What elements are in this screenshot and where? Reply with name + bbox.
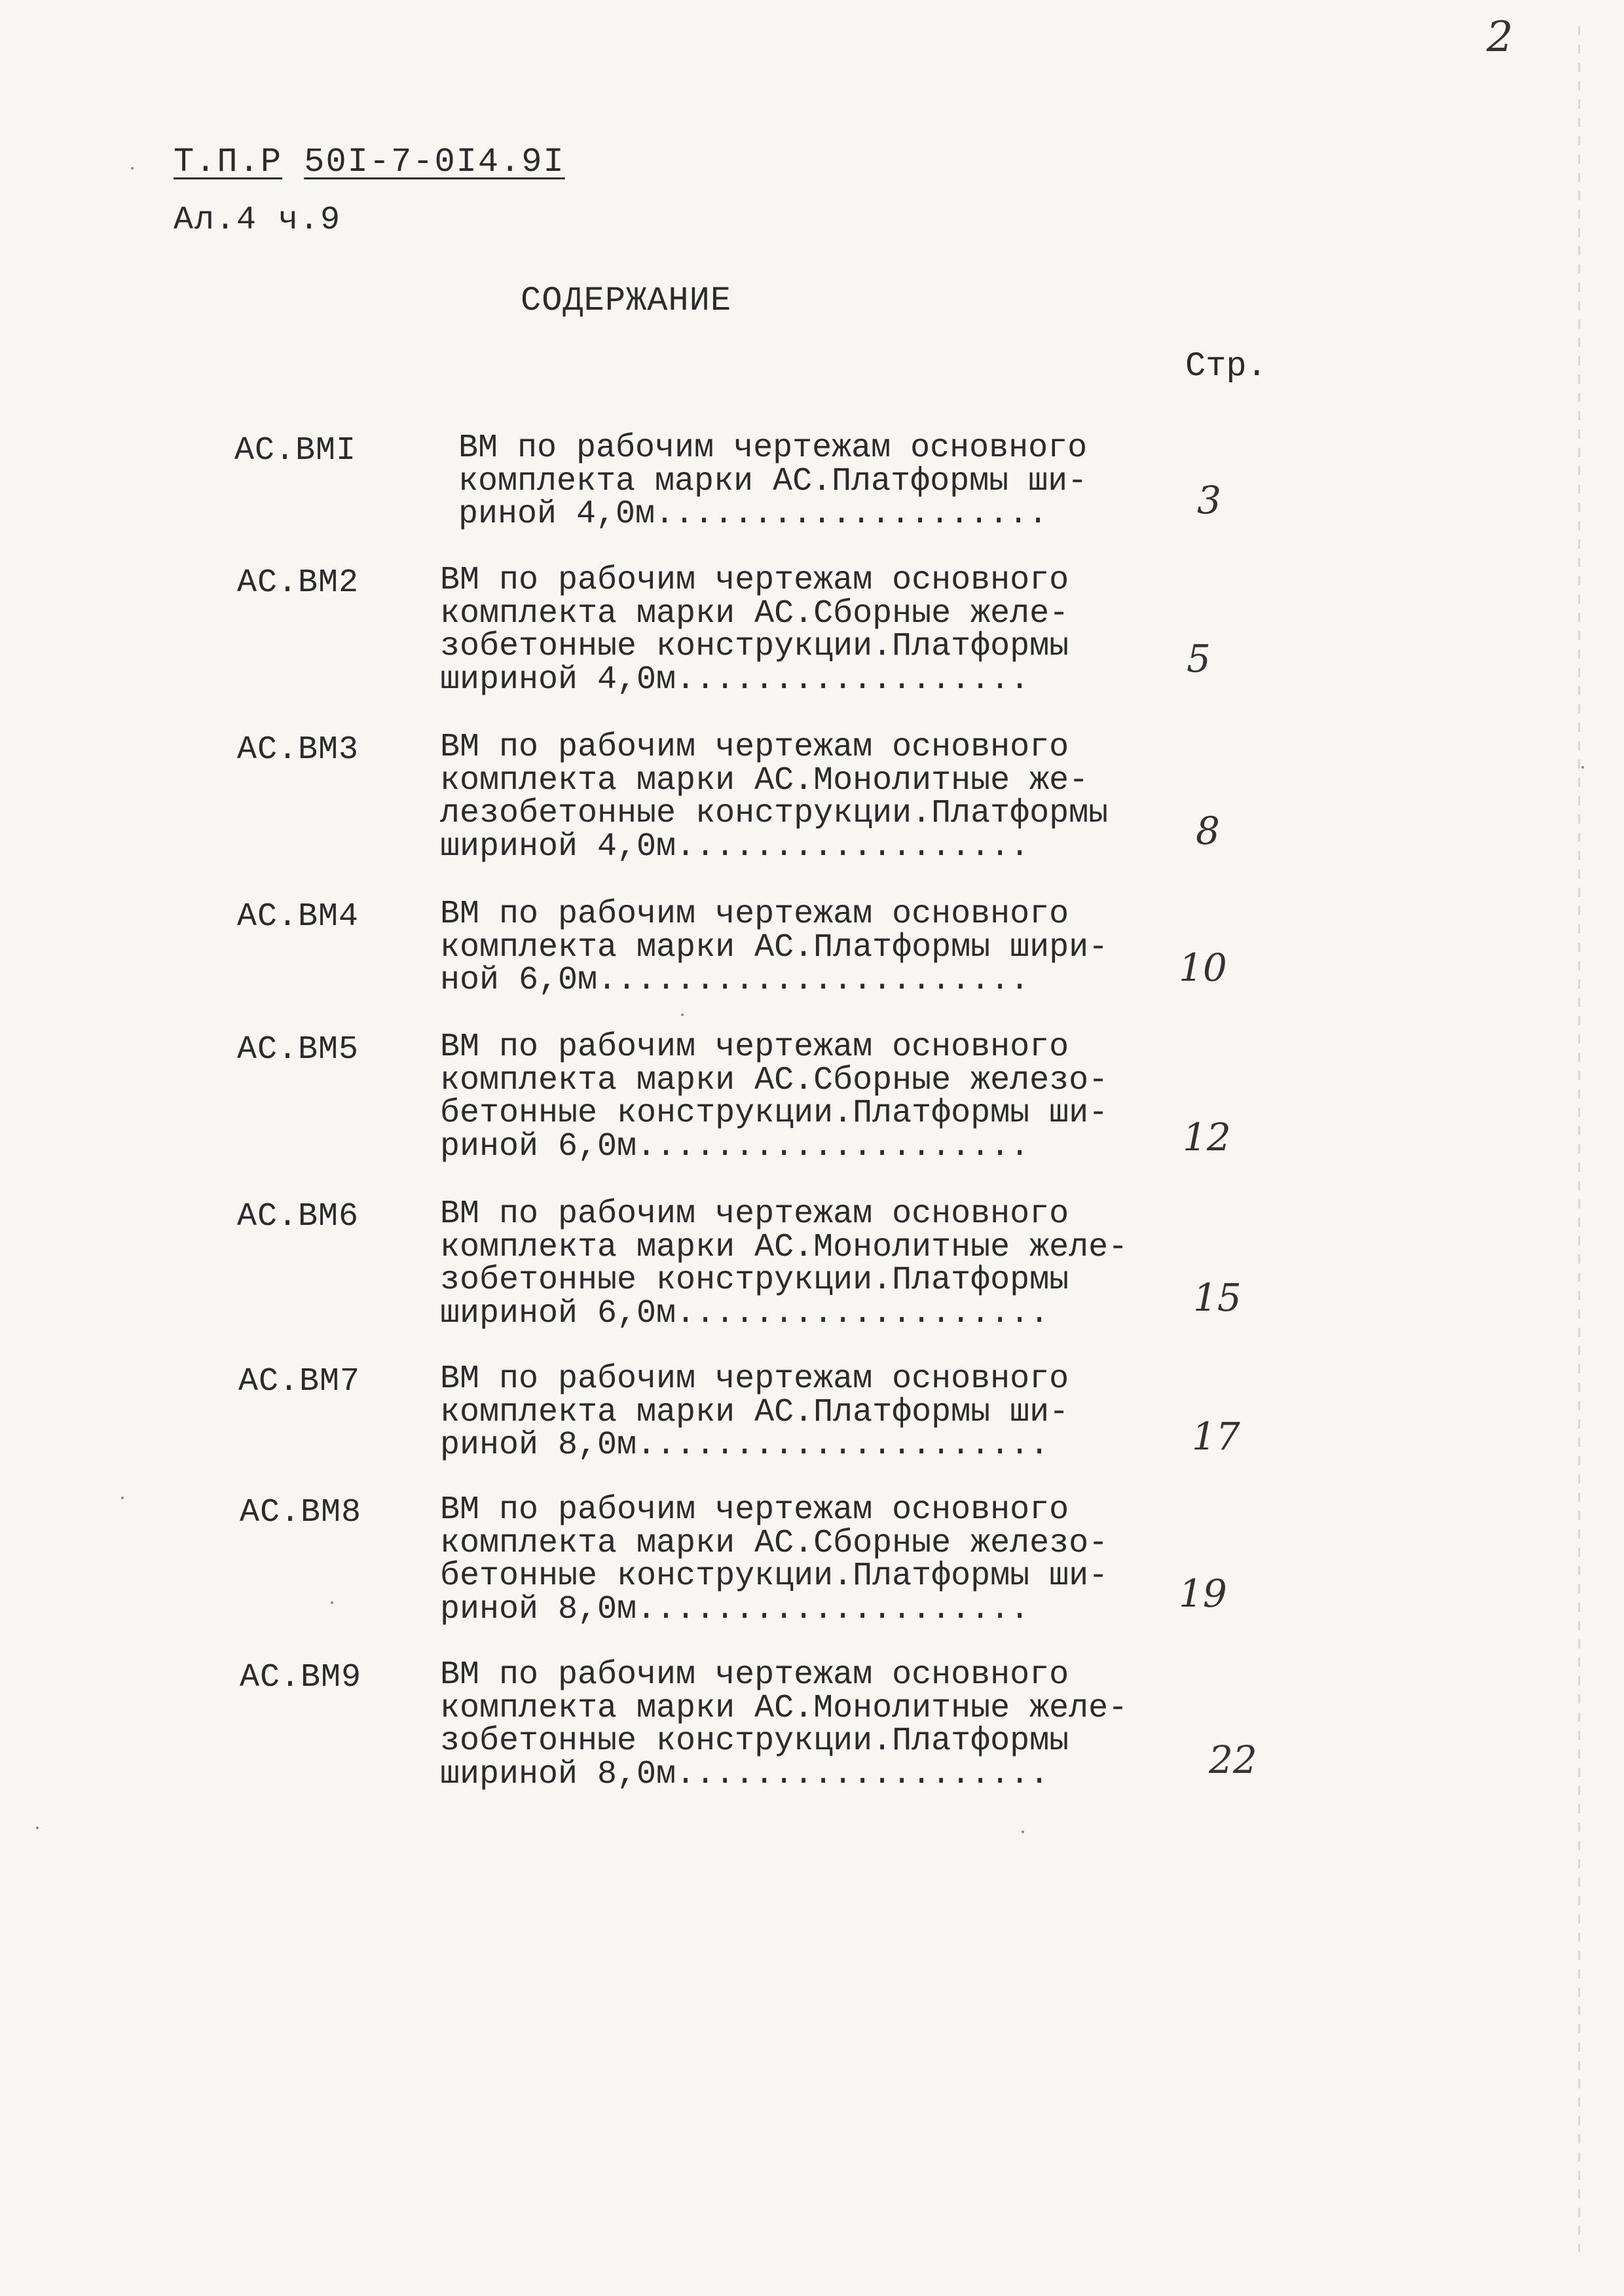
toc-entry-text: ВМ по рабочим чертежам основного комплекта марки АС.Платформы шири- ной 6,0м...................... [440,896,1109,999]
toc-entry-code: АС.ВМ2 [237,564,360,602]
scan-speck [131,167,134,170]
toc-entry-page: 15 [1193,1275,1242,1320]
toc-entry-page: 10 [1179,945,1227,990]
toc-title: СОДЕРЖАНИЕ [521,282,732,320]
toc-entry-text: ВМ по рабочим чертежам основного комплекта марки АС.Платформы ши- риной 4,0м.................... [458,429,1088,533]
toc-entry-code: АС.ВМ6 [237,1198,360,1235]
document-part: Ал.4 ч.9 [174,202,342,239]
toc-entry-text: ВМ по рабочим чертежам основного комплекта марки АС.Монолитные желе- зобетонные конструкции.Платформы шириной 6,0м................... [440,1195,1128,1332]
toc-entry-page: 19 [1179,1571,1227,1616]
document-code [174,143,565,181]
toc-entry-text: ВМ по рабочим чертежам основного комплекта марки АС.Платформы ши- риной 8,0м..................... [440,1360,1069,1464]
scan-speck [1581,766,1584,769]
scan-speck [331,1601,333,1604]
toc-entry-text: ВМ по рабочим чертежам основного комплекта марки АС.Монолитные же- лезобетонные конструкции.Платформы шириной 4,0м.................. [440,729,1109,866]
toc-entry-text: ВМ по рабочим чертежам основного комплекта марки АС.Сборные железо- бетонные конструкции.Платформы ши- риной 8,0м.................... [440,1491,1109,1628]
toc-entry-code: АС.ВМ5 [237,1031,360,1068]
scan-edge-line [1578,26,1580,2252]
page-column-label: Стр. [1185,347,1267,386]
toc-entry-page: 8 [1196,809,1220,853]
document-code-prefix: Т.П.Р [174,143,283,181]
toc-entry-text: ВМ по рабочим чертежам основного комплекта марки АС.Сборные желе- зобетонные конструкции.Платформы шириной 4,0м.................. [440,562,1069,699]
handwritten-page-number: 2 [1486,13,1513,62]
toc-entry-page: 12 [1183,1115,1231,1159]
scan-speck [36,1827,39,1829]
toc-entry-code: АС.ВМ8 [240,1494,362,1531]
document-code-number: 50I-7-0I4.9I [304,143,565,181]
scan-speck [681,1013,684,1016]
scan-speck [1022,1831,1024,1833]
toc-entry-code: АС.ВМ3 [237,731,360,769]
toc-entry-page: 5 [1187,636,1211,681]
toc-entry-page: 3 [1197,478,1221,522]
toc-entry-page: 17 [1192,1414,1240,1459]
toc-entry-text: ВМ по рабочим чертежам основного комплекта марки АС.Сборные железо- бетонные конструкции.Платформы ши- риной 6,0м.................... [440,1029,1109,1165]
toc-entry-code: АС.ВМI [234,432,357,469]
scan-speck [121,1497,124,1499]
toc-entry-page: 22 [1209,1738,1257,1782]
toc-entry-code: АС.ВМ7 [238,1363,361,1400]
toc-entry-code: АС.ВМ4 [237,898,360,936]
toc-entry-text: ВМ по рабочим чертежам основного комплекта марки АС.Монолитные желе- зобетонные конструкции.Платформы шириной 8,0м................... [440,1656,1128,1793]
toc-entry-code: АС.ВМ9 [240,1659,362,1696]
